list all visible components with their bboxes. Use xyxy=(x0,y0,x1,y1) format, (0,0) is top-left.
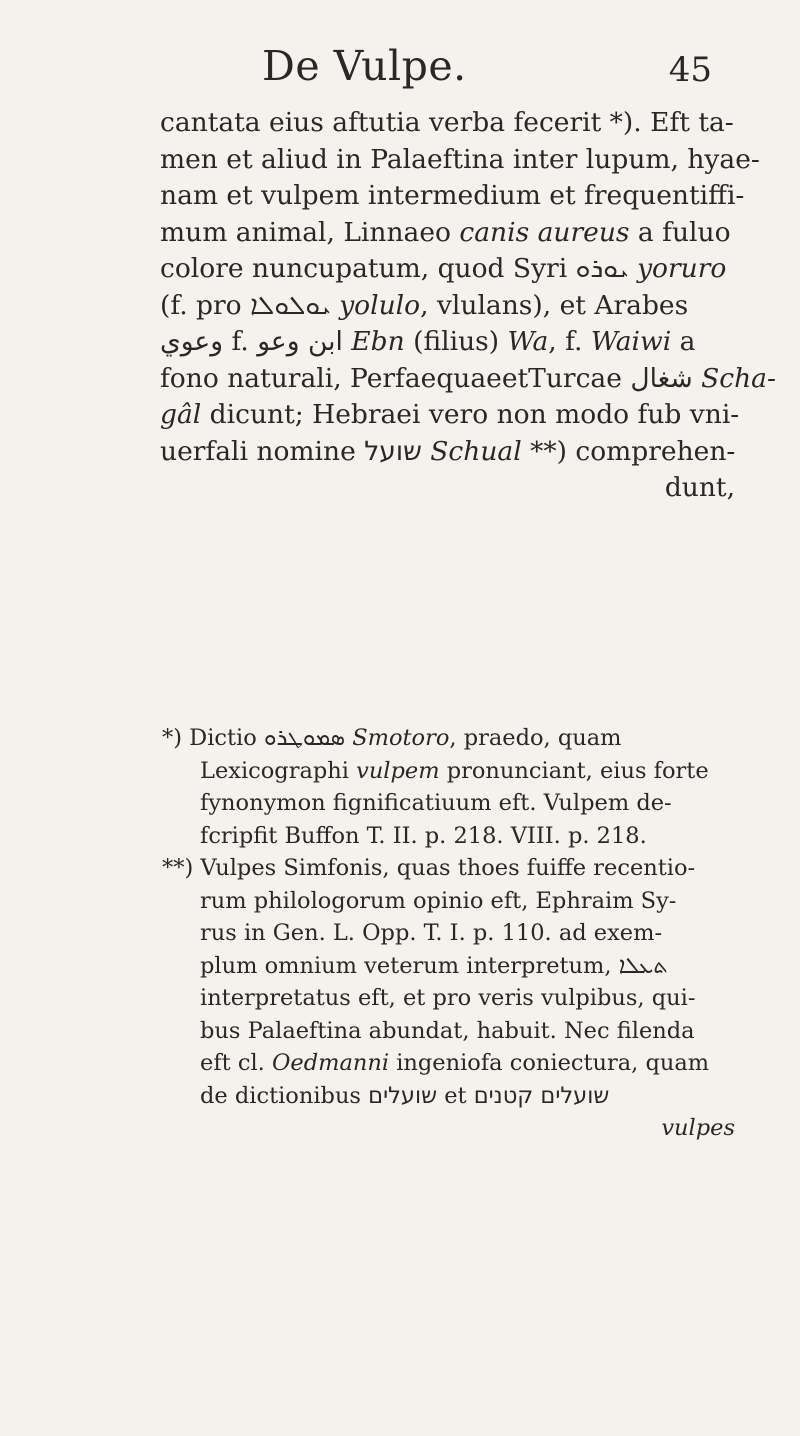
text-span: , vlulans), et Arabes xyxy=(420,289,689,321)
arabic-word: وعوي xyxy=(160,326,224,357)
text-span: , f. xyxy=(548,326,591,357)
main-text xyxy=(160,105,776,507)
text-span: dicunt; Hebraei vero non modo fub vni- xyxy=(201,399,740,430)
hebrew-word: שועלים xyxy=(540,1082,610,1109)
transliteration: Wa xyxy=(507,326,549,357)
transliteration: Smotoro xyxy=(345,725,450,751)
footnote-line xyxy=(160,755,735,788)
text-span: ingeniofa coniectura, quam xyxy=(389,1050,710,1076)
syriac-word: ܝܘܪܘ xyxy=(575,253,629,284)
footnote-line: rus in Gen. L. Opp. T. I. p. 110. ad exem- xyxy=(200,920,663,946)
text-line: dunt, xyxy=(664,472,735,503)
text-span: *) Dictio xyxy=(162,725,264,751)
latin-term: vulpem xyxy=(356,757,440,784)
page-header xyxy=(0,42,800,92)
text-span: eft cl. xyxy=(200,1050,272,1076)
text-span: f. xyxy=(223,326,258,357)
footnote-line: fynonymon fignificatiuum eft. Vulpem de- xyxy=(200,790,672,816)
text-span: de dictionibus xyxy=(200,1082,369,1109)
arabic-word: وعو xyxy=(257,326,300,357)
footnote-line: fcripfit Buffon T. II. p. 218. VIII. p. 218. xyxy=(200,822,647,849)
text-span: (filius) xyxy=(404,326,508,357)
text-span: pronunciant, eius forte xyxy=(439,757,709,784)
transliteration: yoruro xyxy=(628,253,727,284)
text-line xyxy=(160,251,735,288)
text-span: **) comprehen- xyxy=(521,435,736,467)
hebrew-word: קטנים xyxy=(473,1082,534,1109)
syriac-word: ܝܘܠܘܠܐ xyxy=(250,289,331,321)
text-span: (f. pro xyxy=(160,289,251,321)
hebrew-word: שועלים xyxy=(368,1082,438,1109)
latin-term: canis aureus xyxy=(459,216,630,248)
text-span: , praedo, quam xyxy=(449,725,622,751)
footnote-line: **) Vulpes Simfonis, quas thoes fuiffe recentio- xyxy=(162,855,696,881)
footnote-line: interpretatus eft, et pro veris vulpibus, qui- xyxy=(200,985,696,1011)
text-span: Lexicographi xyxy=(200,757,357,784)
transliteration: Waiwi xyxy=(590,326,672,357)
hebrew-word: שועל xyxy=(364,435,422,467)
footnote-line: rum philologorum opinio eft, Ephraim Sy- xyxy=(200,887,677,914)
catchword-text: vulpes xyxy=(661,1115,735,1141)
text-line xyxy=(160,361,776,398)
footnote-line xyxy=(160,1047,735,1080)
text-span: et xyxy=(437,1082,474,1109)
text-span: plum omnium veterum interpretum, xyxy=(200,952,619,979)
text-line xyxy=(160,215,735,252)
transliteration: Ebn xyxy=(351,326,405,357)
text-span: a fuluo xyxy=(629,216,731,248)
page-number: 45 xyxy=(668,50,712,90)
arabic-word: ابن xyxy=(299,326,352,357)
author-name: Oedmanni xyxy=(271,1050,390,1076)
syriac-word: ܬܥܠܐ xyxy=(618,952,668,979)
text-line xyxy=(160,324,735,361)
text-line xyxy=(160,397,740,434)
catchword xyxy=(160,1112,735,1145)
text-span: fono naturali, PerfaequaeetTurcae xyxy=(160,362,631,394)
syriac-word: ܣܡܘܛܪܘ xyxy=(263,725,346,751)
footnote-line: bus Palaeftina abundat, habuit. Nec filenda xyxy=(200,1017,695,1044)
footnote-line xyxy=(160,950,735,983)
arabic-word: شغال xyxy=(630,362,693,394)
text-line xyxy=(160,288,735,325)
text-line xyxy=(160,434,735,471)
running-head: De Vulpe. xyxy=(262,42,467,90)
text-span: a xyxy=(671,326,696,357)
transliteration: Scha- xyxy=(692,362,776,394)
footnote-line xyxy=(160,722,735,755)
text-line: nam et vulpem intermedium et frequentiffi- xyxy=(160,180,745,211)
transliteration: Schual xyxy=(421,435,522,467)
transliteration: gâl xyxy=(160,399,202,430)
text-line: cantata eius aftutia verba fecerit *). Eft ta- xyxy=(160,107,734,138)
footnotes xyxy=(160,722,735,1145)
text-span: uerfali nomine xyxy=(160,435,365,467)
text-span: mum animal, Linnaeo xyxy=(160,216,460,248)
text-line: men et aliud in Palaeftina inter lupum, hyae- xyxy=(160,143,760,175)
footnote-line xyxy=(160,1080,735,1113)
text-span: colore nuncupatum, quod Syri xyxy=(160,253,576,284)
transliteration: yolulo xyxy=(330,289,421,321)
